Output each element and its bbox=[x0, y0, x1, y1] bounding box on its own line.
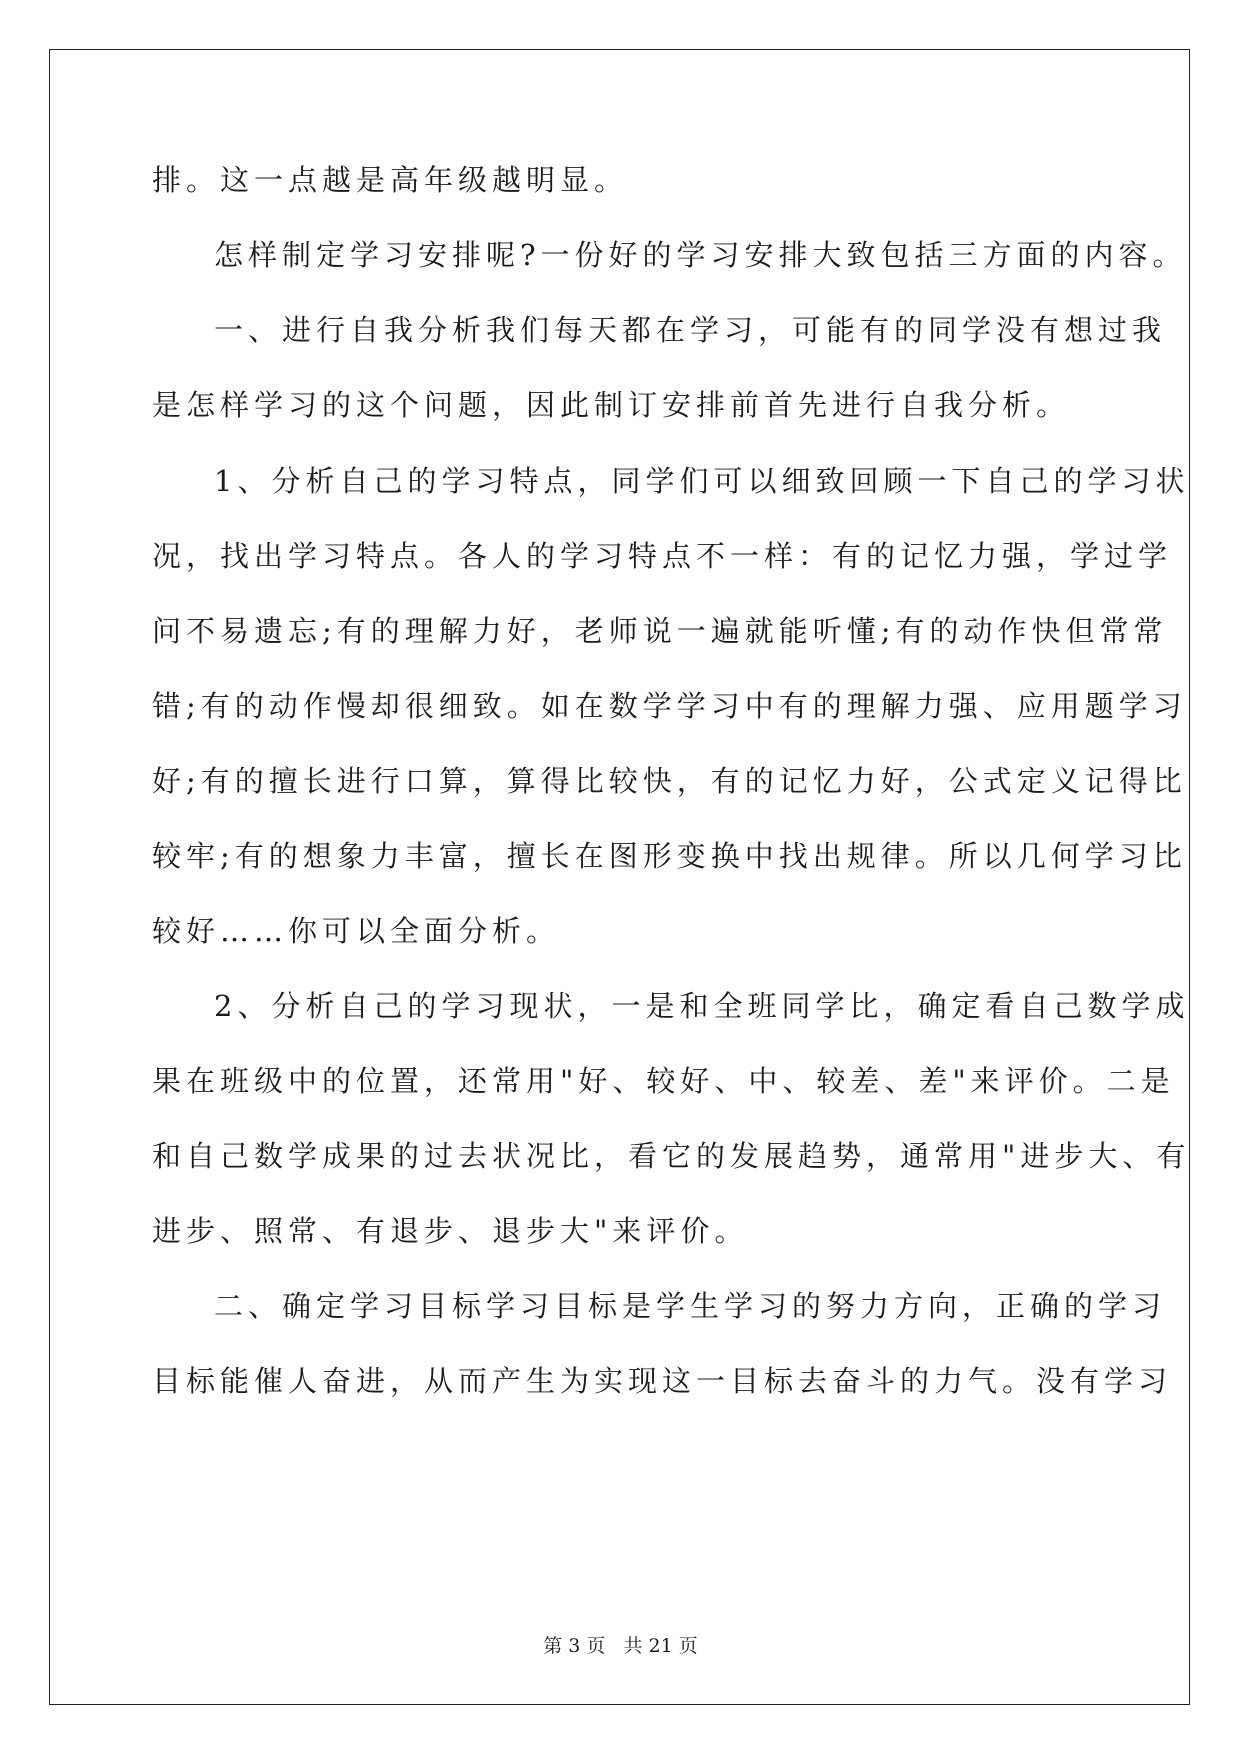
text-line: 进步、照常、有退步、退步大"来评价。 bbox=[152, 1214, 749, 1248]
text-line: 错;有的动作慢却很细致。如在数学学习中有的理解力强、应用题学习 bbox=[152, 689, 1187, 723]
text-line: 是怎样学习的这个问题，因此制订安排前首先进行自我分析。 bbox=[152, 388, 1071, 422]
text-line: 2、分析自己的学习现状，一是和全班同学比，确定看自己数学成 bbox=[214, 989, 1190, 1023]
text-line: 果在班级中的位置，还常用"好、较好、中、较差、差"来评价。二是 bbox=[152, 1064, 1175, 1098]
text-line: 较好……你可以全面分析。 bbox=[152, 914, 561, 948]
text-line: 问不易遗忘;有的理解力好，老师说一遍就能听懂;有的动作快但常常 bbox=[152, 614, 1168, 648]
text-line: 1、分析自己的学习特点，同学们可以细致回顾一下自己的学习状 bbox=[214, 464, 1190, 498]
text-line: 一、进行自我分析我们每天都在学习，可能有的同学没有想过我 bbox=[214, 313, 1167, 347]
text-line: 好;有的擅长进行口算，算得比较快，有的记忆力好，公式定义记得比 bbox=[152, 764, 1187, 798]
text-line: 怎样制定学习安排呢?一份好的学习安排大致包括三方面的内容。 bbox=[214, 238, 1187, 272]
text-line: 况，找出学习特点。各人的学习特点不一样：有的记忆力强，学过学 bbox=[152, 539, 1173, 573]
page-border bbox=[49, 49, 1190, 1705]
text-line: 排。这一点越是高年级越明显。 bbox=[152, 163, 629, 197]
text-line: 和自己数学成果的过去状况比，看它的发展趋势，通常用"进步大、有 bbox=[152, 1139, 1191, 1173]
page-number-footer: 第 3 页 共 21 页 bbox=[543, 1635, 698, 1657]
text-line: 较牢;有的想象力丰富，擅长在图形变换中找出规律。所以几何学习比 bbox=[152, 839, 1187, 873]
text-line: 二、确定学习目标学习目标是学生学习的努力方向，正确的学习 bbox=[214, 1289, 1167, 1323]
text-line: 目标能催人奋进，从而产生为实现这一目标去奋斗的力气。没有学习 bbox=[152, 1364, 1173, 1398]
